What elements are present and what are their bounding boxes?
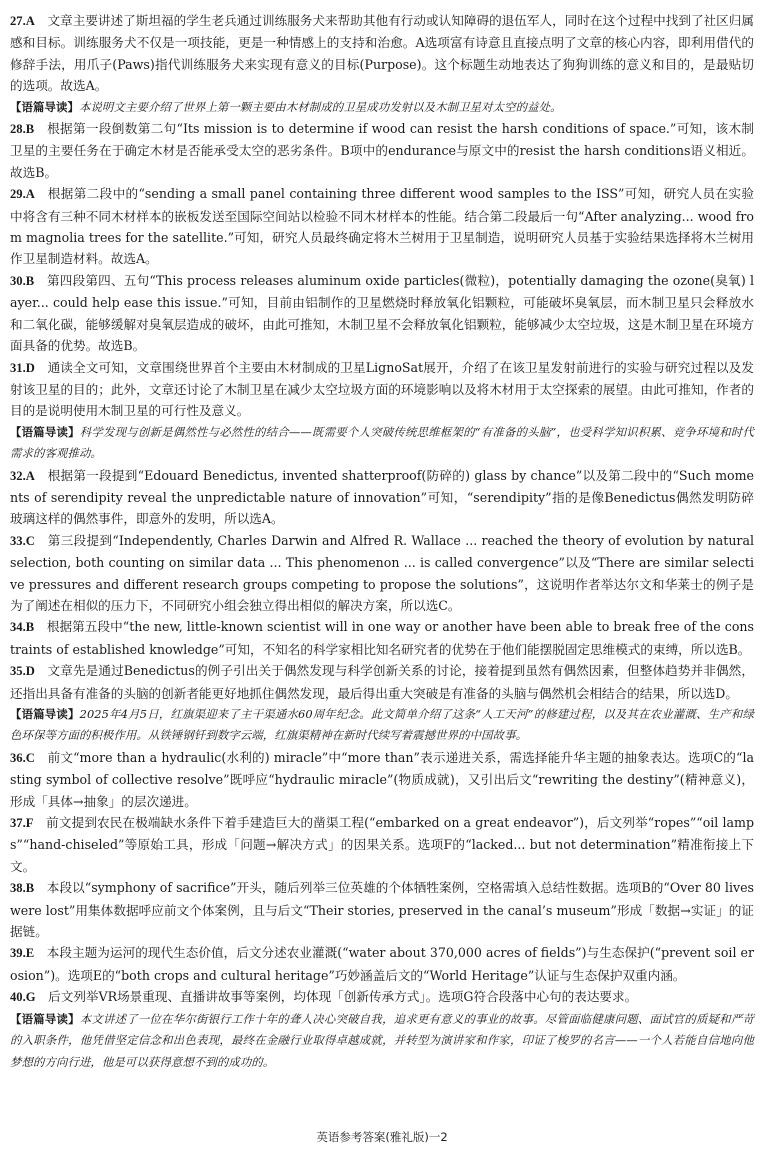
answer-number: 36.C (10, 750, 35, 765)
answer-explanation: 根据第一段提到“Edouard Benedictus, invented shatterproof(防碎的) glass by chance”以及第二段中的“Such moments of serendipity reveal the unpredictable nature of innovation”可知，“serendipity”指的是像Benedictus偶然发明防碎玻璃这样的偶然事件，即意外的发明，所以选A。 (10, 467, 754, 527)
answer-number: 30.B (10, 273, 35, 288)
reading-guide-2 (10, 422, 754, 465)
answer-explanation: 前文“more than a hydraulic(水利的) miracle”中“more than”表示递进关系，需选择能升华主题的抽象表达。选项C的“lasting symbol of collective resolve”既呼应“hydraulic miracle”(物质成就)，又引出后文“rewriting the destiny”(精神意义)，形成「具体→抽象」的层次递进。 (10, 749, 754, 809)
answer-explanation: 根据第二段中的“sending a small panel containing three different wood samples to the ISS”可知，研究人员在实验中将含有三种不同木材样本的嵌板发送至国际空间站以检验不同木材样本的性能。结合第二段最后一句“After analyzing... wood from magnolia trees for the satellite.”可知，研究人员最终确定将木兰树用于卫星制造，说明研究人员基于实验结果选择将木兰树用作卫星制造材料。故选A。 (10, 186, 754, 267)
answers-section-32-35 (10, 465, 754, 704)
answer-item (10, 530, 754, 617)
answers-section-36-40 (10, 747, 754, 1009)
answer-number: 39.E (10, 946, 35, 961)
answer-item (10, 812, 754, 877)
answer-explanation: 第四段第四、五句“This process releases aluminum oxide particles(微粒)，potentially damaging the ozone(臭氧) layer... could help ease this issue.”可知，目前由铝制作的卫星燃烧时释放氧化铝颗粒，可能破坏臭氧层，而木制卫星只会释放水和二氧化碳，能够缓解对臭氧层造成的破坏，由此可推知，木制卫星不会释放氧化铝颗粒，能够减少太空垃圾，这是木制卫星在环境方面具备的优势。故选B。 (10, 272, 754, 354)
page-footer: 英语参考答案(雅礼版)一2 (316, 1130, 448, 1144)
answer-number: 38.B (10, 881, 35, 896)
guide-tag: 【语篇导读】 (10, 424, 80, 439)
answer-item (10, 616, 754, 660)
answer-item (10, 986, 754, 1008)
answer-number: 35.D (10, 664, 35, 679)
guide-tag: 【语篇导读】 (10, 707, 80, 721)
answer-item (10, 747, 754, 812)
answer-item (10, 10, 754, 97)
answer-explanation: 本段以“symphony of sacrifice”开头，随后列举三位英雄的个体牺牲案例，空格需填入总结性数据。选项B的“Over 80 lives were lost”用集体数据呼应前文个体案例，且与后文“Their stories, preserved in the canal’s museum”形成「数据→实证」的证据链。 (10, 880, 754, 940)
answer-item (10, 465, 754, 530)
answer-item (10, 942, 754, 986)
answer-number: 27.A (10, 14, 35, 28)
answer-explanation: 前文提到农民在极端缺水条件下着手建造巨大的凿渠工程(“embarked on a great endeavor”)，后文列举“ropes”“oil lamps”“hand-chiseled”等原始工具，形成「问题→解决方式」的因果关系。选项F的“lacked... but not determination”精准衔接上下文。 (10, 815, 754, 874)
guide-text: 本说明文主要介绍了世界上第一颗主要由木材制成的卫星成功发射以及木制卫星对太空的益处。 (78, 99, 562, 114)
guide-text: 科学发现与创新是偶然性与必然性的结合——既需要个人突破传统思维框架的“有准备的头脑”，也受科学知识积累、竞争环境和时代需求的客观推动。 (10, 424, 754, 461)
answer-explanation: 根据第五段中“the new, little-known scientist will in one way or another have been able to break free of the constraints of established knowledge”可知，不知名的科学家相比知名研究者的优势在于他们能摆脱固定思维模式的束缚，所以选B。 (10, 619, 754, 657)
reading-guide-1 (10, 97, 754, 118)
answer-item (10, 270, 754, 357)
answer-item (10, 877, 754, 942)
answer-number: 31.D (10, 360, 35, 375)
answer-number: 33.C (10, 533, 35, 548)
answer-number: 29.A (10, 187, 35, 202)
answer-explanation: 文章主要讲述了斯坦福的学生老兵通过训练服务犬来帮助其他有行动或认知障碍的退伍军人，同时在这个过程中找到了社区归属感和目标。训练服务犬不仅是一项技能，更是一种情感上的支持和治愈。A选项富有诗意且直接点明了文章的核心内容，即利用借代的修辞手法，用爪子(Paws)指代训练服务犬来实现有意义的目标(Purpose)。这个标题生动地表达了狗狗训练的意义和目的，是最贴切的选项。故选A。 (10, 13, 754, 94)
guide-text: 本文讲述了一位在华尔街银行工作十年的聋人决心突破自我，追求更有意义的事业的故事。尽管面临健康问题、面试官的质疑和严苛的入职条件，他凭借坚定信念和出色表现，最终在金融行业取得卓越成就，并转型为演讲家和作家，印证了梭罗的名言——一个人若能自信地向他梦想的方向行进，他是可以获得意想不到的成功的。 (10, 1011, 754, 1069)
reading-guide-4 (10, 1009, 754, 1073)
answer-number: 37.F (10, 816, 34, 831)
answer-number: 32.A (10, 468, 35, 483)
answer-explanation: 本段主题为运河的现代生态价值，后文分述农业灌溉(“water about 370,000 acres of fields”)与生态保护(“prevent soil erosion”)。选项E的“both crops and cultural heritage”巧妙涵盖后文的“World Heritage”认证与生态保护双重内涵。 (10, 945, 754, 983)
reading-guide-3 (10, 704, 754, 747)
guide-tag: 【语篇导读】 (10, 99, 79, 114)
answer-explanation: 文章先是通过Benedictus的例子引出关于偶然发现与科学创新关系的讨论，接着提到虽然有偶然因素，但整体趋势并非偶然，还指出具备有准备的头脑的创新者能更好地抓住偶然发现，最后得出重大突破是有准备的头脑与偶然机会相结合的结果，所以选D。 (10, 663, 754, 701)
answer-item (10, 357, 754, 422)
answer-explanation: 后文列举VR场景重现、直播讲故事等案例，均体现「创新传承方式」。选项G符合段落中心句的表达要求。 (48, 989, 638, 1005)
guide-text: 2025年4月5日，红旗渠迎来了主干渠通水60周年纪念。此文简单介绍了这条“人工天河”的修建过程，以及其在农业灌溉、生产和绿色环保等方面的积极作用。从铁锤钢钎到数字云端，红旗渠精神在新时代续写着震撼世界的中国故事。 (10, 707, 754, 743)
answer-number: 40.G (10, 990, 36, 1005)
answer-item (10, 118, 754, 183)
guide-tag: 【语篇导读】 (10, 1011, 80, 1026)
answer-number: 34.B (10, 620, 35, 635)
answer-item (10, 660, 754, 704)
answers-section-27 (10, 10, 754, 97)
answers-section-28-31 (10, 118, 754, 422)
answer-explanation: 第三段提到“Independently, Charles Darwin and Alfred R. Wallace ... reached the theory of evolution by natural selection, both counting on similar data ... This phenomenon ... is called convergence”以及“There are similar selective pressures and different research groups competing to propose the solutions”，这说明作者举达尔文和华莱士的例子是为了阐述在相似的压力下，不同研究小组会独立得出相似的解决方案，所以选C。 (10, 532, 754, 613)
answer-item (10, 183, 754, 270)
answer-explanation: 根据第一段倒数第二句“Its mission is to determine if wood can resist the harsh conditions of space.”可知，该木制卫星的主要任务在于确定木材是否能承受太空的恶劣条件。B项中的endurance与原文中的resist the harsh conditions语义相近。故选B。 (10, 121, 754, 180)
answer-number: 28.B (10, 122, 35, 137)
answer-explanation: 通读全文可知，文章围绕世界首个主要由木材制成的卫星LignoSat展开，介绍了在该卫星发射前进行的实验与研究过程以及发射该卫星的目的；此外，文章还讨论了木制卫星在减少太空垃圾方面的环境影响以及将木材用于太空探索的展望。由此可推知，作者的目的是说明使用木制卫星的可行性及意义。 (10, 359, 754, 419)
